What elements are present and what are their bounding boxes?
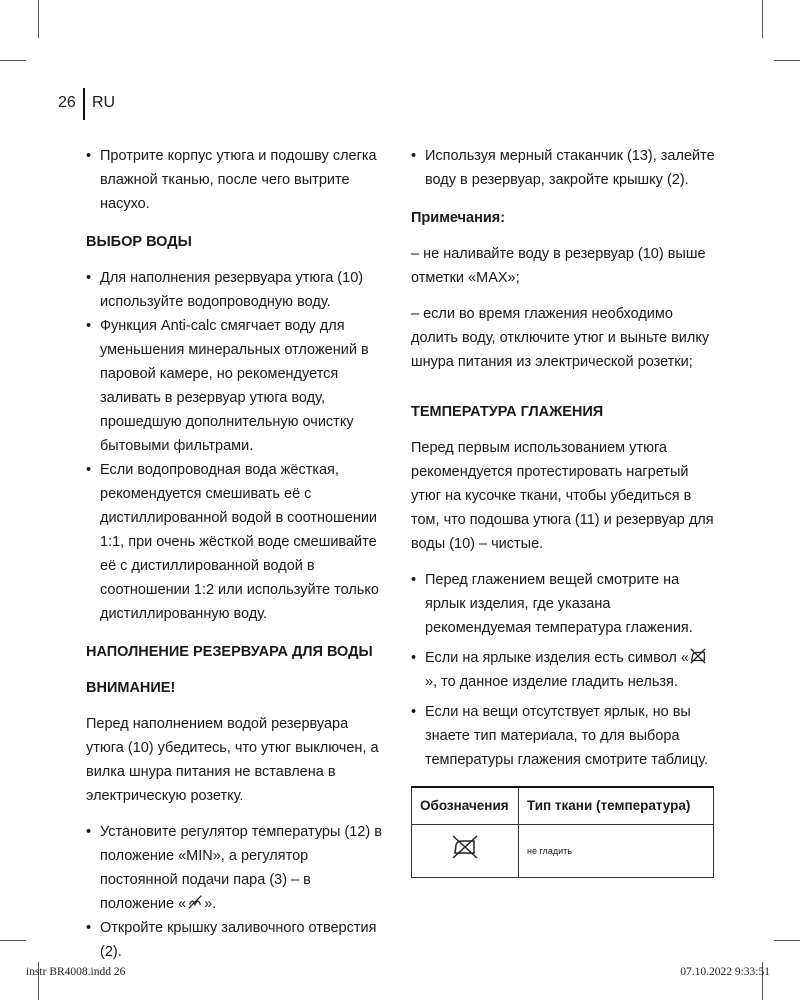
ironing-list [411, 568, 716, 772]
list-item: • Протрите корпус утюга и подошву слегка влажной тканью, после чего вытрите насухо. [86, 144, 386, 216]
note: – если во время глажения необходимо долить воду, отключите утюг и выньте вилку шнура питания из электрической розетки; [411, 306, 710, 370]
header-divider [83, 88, 85, 120]
list-item: • Если на вещи отсутствует ярлык, но вы знаете тип материала, то для выбора температуры глажения смотрите таблицу. [411, 700, 716, 772]
filling-warning: Перед наполнением водой резервуара утюга (10) убедитесь, что утюг выключен, а вилка шнура питания не вставлена в электрическую розетку. [86, 716, 379, 804]
table-cell-fabric: не гладить [519, 825, 714, 878]
language-code: RU [92, 94, 116, 111]
section-heading-filling: НАПОЛНЕНИЕ РЕЗЕРВУАРА ДЛЯ ВОДЫ [86, 644, 373, 660]
attention-label: ВНИМАНИЕ! [86, 680, 176, 696]
note: – не наливайте воду в резервуар (10) выше отметки «MAX»; [411, 246, 706, 286]
right-column [411, 144, 716, 878]
list-item: • Перед глажением вещей смотрите на ярлык изделия, где указана рекомендуемая температура глажения. [411, 568, 716, 640]
no-iron-icon [450, 834, 480, 860]
fill-list [411, 144, 716, 192]
crop-mark [762, 0, 763, 38]
ironing-symbols-table [411, 786, 714, 878]
table-row [412, 825, 714, 878]
crop-mark [0, 940, 26, 941]
list-item-text: Если на ярлыке изделия есть символ « [425, 650, 689, 666]
list-item: • Для наполнения резервуара утюга (10) используйте водопроводную воду. [86, 266, 386, 314]
section-heading-water-choice: ВЫБОР ВОДЫ [86, 234, 192, 250]
list-item: • Откройте крышку заливочного отверстия (2). [86, 916, 386, 964]
table-header-fabric: Тип ткани (температура) [519, 787, 714, 825]
page-number: 26 [58, 94, 76, 111]
list-item-text: Установите регулятор температуры (12) в положение «MIN», а регулятор постоянной подачи пара (3) – в положение « [100, 824, 382, 912]
crop-mark [774, 940, 800, 941]
water-choice-list [86, 266, 386, 626]
list-item: • Используя мерный стаканчик (13), залейте воду в резервуар, закройте крышку (2). [411, 144, 716, 192]
list-item [411, 646, 716, 694]
list-item [86, 820, 386, 916]
intro-list [86, 144, 386, 216]
left-column [86, 144, 386, 978]
ironing-intro: Перед первым использованием утюга рекомендуется протестировать нагретый утюг на кусочке ткани, чтобы убедиться в том, что подошва утюга (11) и резервуар для воды (10) – чистые. [411, 440, 714, 552]
crop-mark [774, 60, 800, 61]
list-item-text: ». [204, 896, 217, 912]
no-iron-icon [689, 647, 707, 665]
section-heading-ironing-temperature: ТЕМПЕРАТУРА ГЛАЖЕНИЯ [411, 404, 604, 420]
footer-timestamp: 07.10.2022 9:33:51 [680, 966, 770, 978]
list-item-text: », то данное изделие гладить нельзя. [425, 674, 678, 690]
no-steam-icon [186, 893, 204, 911]
table-header-row [412, 787, 714, 825]
footer-file-info: instr BR4008.indd 26 [26, 966, 126, 978]
filling-list [86, 820, 386, 964]
crop-mark [0, 60, 26, 61]
table-cell-symbol [412, 825, 519, 878]
table-header-symbol: Обозначения [412, 787, 519, 825]
list-item: • Если водопроводная вода жёсткая, рекомендуется смешивать её с дистиллированной водой в соотношении 1:1, при очень жёсткой воде смешивайте её с дистиллированной водой в соотношении 1:2 или используйте только дистиллированную воду. [86, 458, 386, 626]
notes-heading: Примечания: [411, 210, 506, 226]
list-item: • Функция Anti-calc смягчает воду для уменьшения минеральных отложений в паровой камере, но рекомендуется заливать в резервуар утюга воду, прошедшую дополнительную очистку бытовыми фильтрами. [86, 314, 386, 458]
crop-mark [38, 0, 39, 38]
